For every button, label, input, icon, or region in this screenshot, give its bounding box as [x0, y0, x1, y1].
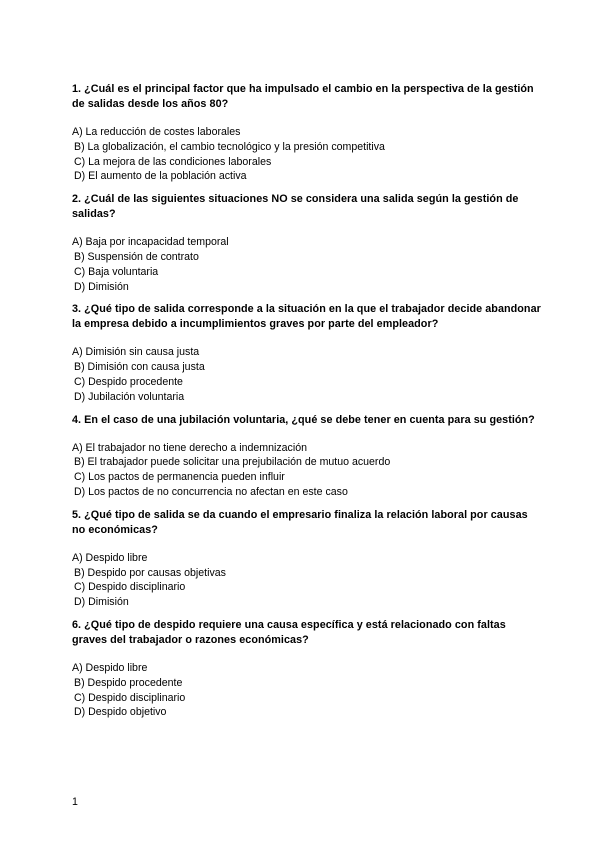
question-text: 1. ¿Cuál es el principal factor que ha impulsado el cambio en la perspectiva de la gestión de salidas desde los años 80?: [72, 83, 534, 110]
page-number: 1: [72, 796, 78, 808]
option-a: A) El trabajador no tiene derecho a indemnización: [72, 441, 307, 454]
option-b: B) La globalización, el cambio tecnológico y la presión competitiva: [74, 140, 385, 153]
option-b: B) El trabajador puede solicitar una prejubilación de mutuo acuerdo: [74, 456, 391, 469]
question-5: [72, 508, 542, 610]
question-4: [72, 413, 542, 500]
option-list: [72, 551, 542, 610]
option-b: B) Despido procedente: [74, 676, 183, 689]
option-b: B) Despido por causas objetivas: [74, 566, 226, 579]
question-1: [72, 82, 542, 184]
option-d: D) Despido objetivo: [74, 706, 167, 719]
option-d: D) Jubilación voluntaria: [74, 390, 185, 403]
question-text: 6. ¿Qué tipo de despido requiere una causa específica y está relacionado con faltas graves del trabajador o razones económicas?: [72, 618, 506, 646]
question-2: [72, 192, 542, 294]
option-a: A) Dimisión sin causa justa: [72, 346, 200, 359]
option-b: B) Suspensión de contrato: [74, 250, 199, 263]
option-b: B) Dimisión con causa justa: [74, 361, 205, 374]
question-text: 5. ¿Qué tipo de salida se da cuando el empresario finaliza la relación laboral por causas no económicas?: [72, 508, 528, 536]
question-6: [72, 618, 542, 720]
option-a: A) La reducción de costes laborales: [72, 126, 241, 138]
option-c: C) La mejora de las condiciones laborales: [74, 155, 272, 168]
question-text: 4. En el caso de una jubilación voluntaria, ¿qué se debe tener en cuenta para su gestión?: [72, 413, 535, 426]
option-list: [72, 661, 542, 720]
option-list: [72, 235, 542, 294]
option-d: D) Dimisión: [74, 280, 129, 293]
question-text: 2. ¿Cuál de las siguientes situaciones NO se considera una salida según la gestión de salidas?: [72, 193, 519, 221]
option-list: [72, 345, 542, 404]
option-c: C) Despido disciplinario: [74, 691, 186, 704]
option-list: [72, 125, 542, 184]
option-d: D) Los pactos de no concurrencia no afectan en este caso: [74, 485, 348, 498]
quiz-content: [72, 82, 542, 728]
option-a: A) Despido libre: [72, 551, 148, 564]
option-list: [72, 441, 542, 500]
option-d: D) El aumento de la población activa: [74, 170, 247, 183]
question-text: 3. ¿Qué tipo de salida corresponde a la situación en la que el trabajador decide abandonar la empresa debido a incumplimientos graves por parte del empleador?: [72, 303, 541, 331]
option-c: C) Despido procedente: [74, 375, 183, 388]
option-c: C) Baja voluntaria: [74, 265, 159, 278]
option-c: C) Los pactos de permanencia pueden influir: [74, 471, 285, 484]
option-c: C) Despido disciplinario: [74, 581, 186, 594]
option-a: A) Despido libre: [72, 661, 148, 674]
question-3: [72, 302, 542, 404]
option-d: D) Dimisión: [74, 596, 129, 609]
option-a: A) Baja por incapacidad temporal: [72, 236, 229, 249]
